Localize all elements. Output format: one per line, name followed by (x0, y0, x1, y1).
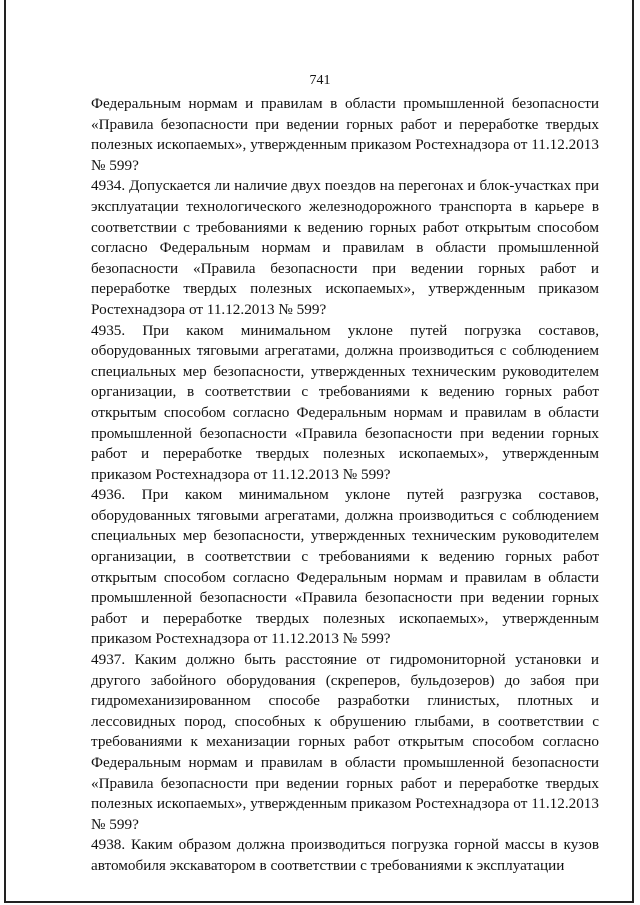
paragraph-continuation: Федеральным нормам и правилам в области промышленной безопасности «Правила безопасности при ведении горных работ и переработке твердых полезных ископаемых», утвержденным приказом Ростехнадзора от 11.12.2013 № 599? (91, 95, 599, 174)
question-4936: 4936. При каком минимальном уклоне путей разгрузка составов, оборудованных тяговыми агрегатами, должна производиться с соблюдением специальных мер безопасности, утвержденных техническим руководителем организации, в соответствии с требованиями к ведению горных работ открытым способом согласно Федеральным нормам и правилам в области промышленной безопасности «Правила безопасности при ведении горных работ и переработке твердых полезных ископаемых», утвержденным приказом Ростехнадзора от 11.12.2013 № 599? (91, 486, 599, 648)
page-number: 741 (309, 73, 331, 88)
question-4935: 4935. При каком минимальном уклоне путей погрузка составов, оборудованных тяговыми агрегатами, должна производиться с соблюдением специальных мер безопасности, утвержденных техническим руководителем организации, в соответствии с требованиями к ведению горных работ открытым способом согласно Федеральным нормам и правилам в области промышленной безопасности «Правила безопасности при ведении горных работ и переработке твердых полезных ископаемых», утвержденным приказом Ростехнадзора от 11.12.2013 № 599? (91, 321, 599, 483)
question-4937: 4937. Каким должно быть расстояние от гидромониторной установки и другого забойного оборудования (скреперов, бульдозеров) до забоя при гидромеханизированном способе разработки глинистых, плотных и лессовидных пород, способных к обрушению глыбами, в соответствии с требованиями к механизации горных работ открытым способом согласно Федеральным нормам и правилам в области промышленной безопасности «Правила безопасности при ведении горных работ и переработке твердых полезных ископаемых», утвержденным приказом Ростехнадзора от 11.12.2013 № 599? (91, 651, 599, 833)
question-4938: 4938. Каким образом должна производиться погрузка горной массы в кузов автомобиля экскаватором в соответствии с требованиями к эксплуатации (91, 836, 599, 874)
question-4934: 4934. Допускается ли наличие двух поездов на перегонах и блок-участках при эксплуатации технологического железнодорожного транспорта в карьере в соответствии с требованиями к ведению горных работ открытым способом согласно Федеральным нормам и правилам в области промышленной безопасности «Правила безопасности при ведении горных работ и переработке твердых полезных ископаемых», утвержденным приказом Ростехнадзора от 11.12.2013 № 599? (91, 177, 599, 318)
document-body (91, 94, 599, 877)
